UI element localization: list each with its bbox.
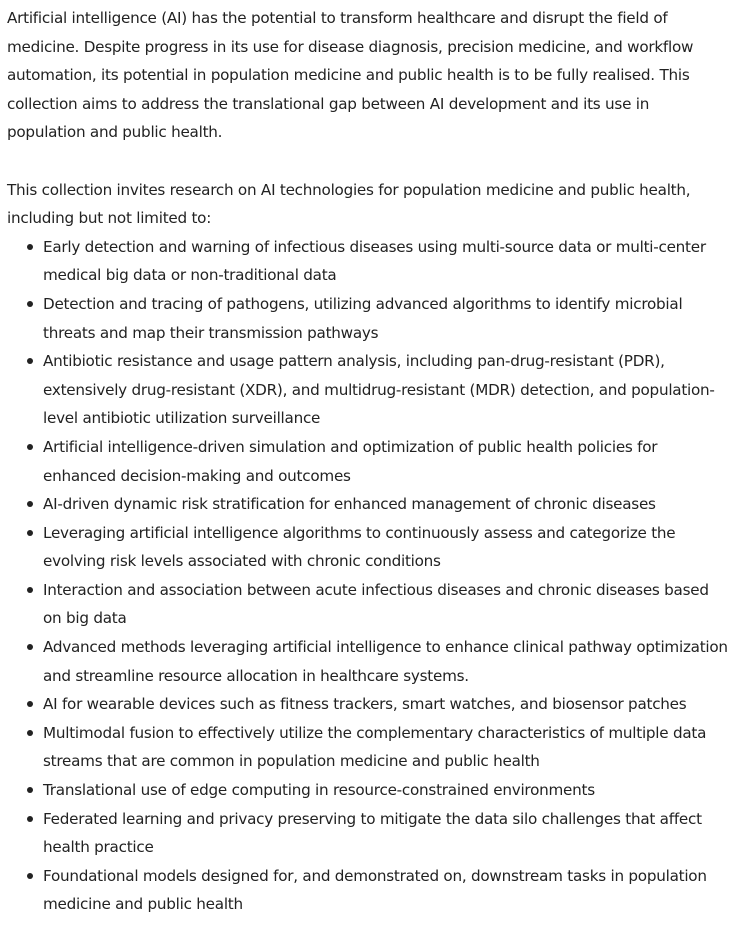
- topic-text: Detection and tracing of pathogens, utilizing advanced algorithms to identify microbial threats and map their transmission pathways: [43, 294, 683, 342]
- bullet-icon: [27, 444, 33, 450]
- topic-item: [43, 862, 729, 919]
- topic-item: [43, 519, 729, 576]
- bullet-icon: [27, 787, 33, 793]
- topic-text: Antibiotic resistance and usage pattern analysis, including pan-drug-resistant (PDR), extensively drug-resistant (XDR), and multidrug-resistant (MDR) detection, and population-level antibiotic utilization surveillance: [43, 352, 715, 428]
- bullet-icon: [27, 244, 33, 250]
- topic-item: [43, 719, 729, 776]
- topic-item: [43, 433, 729, 490]
- topic-item: [43, 490, 729, 519]
- topic-item: [43, 805, 729, 862]
- topic-item: [43, 690, 729, 719]
- topic-item: [43, 233, 729, 290]
- topic-item: [43, 290, 729, 347]
- bullet-icon: [27, 587, 33, 593]
- topic-text: Early detection and warning of infectious diseases using multi-source data or multi-center medical big data or non-traditional data: [43, 237, 706, 285]
- topic-text: AI-driven dynamic risk stratification for enhanced management of chronic diseases: [43, 495, 656, 514]
- bullet-icon: [27, 730, 33, 736]
- bullet-icon: [27, 701, 33, 707]
- topics-list: [7, 233, 729, 919]
- topic-text: Leveraging artificial intelligence algorithms to continuously assess and categorize the evolving risk levels associated with chronic conditions: [43, 523, 676, 571]
- topic-text: Foundational models designed for, and demonstrated on, downstream tasks in population medicine and public health: [43, 866, 707, 914]
- bullet-icon: [27, 301, 33, 307]
- topic-item: [43, 576, 729, 633]
- topic-text: Artificial intelligence-driven simulation and optimization of public health policies for enhanced decision-making and outcomes: [43, 437, 658, 485]
- topic-text: Federated learning and privacy preserving to mitigate the data silo challenges that affect health practice: [43, 809, 702, 857]
- topic-text: Advanced methods leveraging artificial intelligence to enhance clinical pathway optimization and streamline resource allocation in healthcare systems.: [43, 638, 728, 685]
- invitation-paragraph: This collection invites research on AI technologies for population medicine and public health, including but not limited to:: [7, 180, 691, 228]
- topic-text: Interaction and association between acute infectious diseases and chronic diseases based on big data: [43, 580, 709, 628]
- bullet-icon: [27, 501, 33, 507]
- topic-item: [43, 347, 729, 433]
- intro-paragraph: Artificial intelligence (AI) has the potential to transform healthcare and disrupt the field of medicine. Despite progress in its use for disease diagnosis, precision medicine, and workflow automation, its potential in population medicine and public health is to be fully realised. This collection aims to address the translational gap between AI development and its use in population and public health.: [7, 9, 694, 142]
- topic-text: Translational use of edge computing in resource-constrained environments: [43, 781, 595, 800]
- topic-text: Multimodal fusion to effectively utilize the complementary characteristics of multiple data streams that are common in population medicine and public health: [43, 723, 707, 771]
- bullet-icon: [27, 530, 33, 536]
- bullet-icon: [27, 644, 33, 650]
- topic-text: AI for wearable devices such as fitness trackers, smart watches, and biosensor patches: [43, 695, 687, 714]
- bullet-icon: [27, 358, 33, 364]
- topic-item: [43, 776, 729, 805]
- article-body: [7, 4, 729, 919]
- topic-item: [43, 633, 729, 690]
- bullet-icon: [27, 816, 33, 822]
- bullet-icon: [27, 873, 33, 879]
